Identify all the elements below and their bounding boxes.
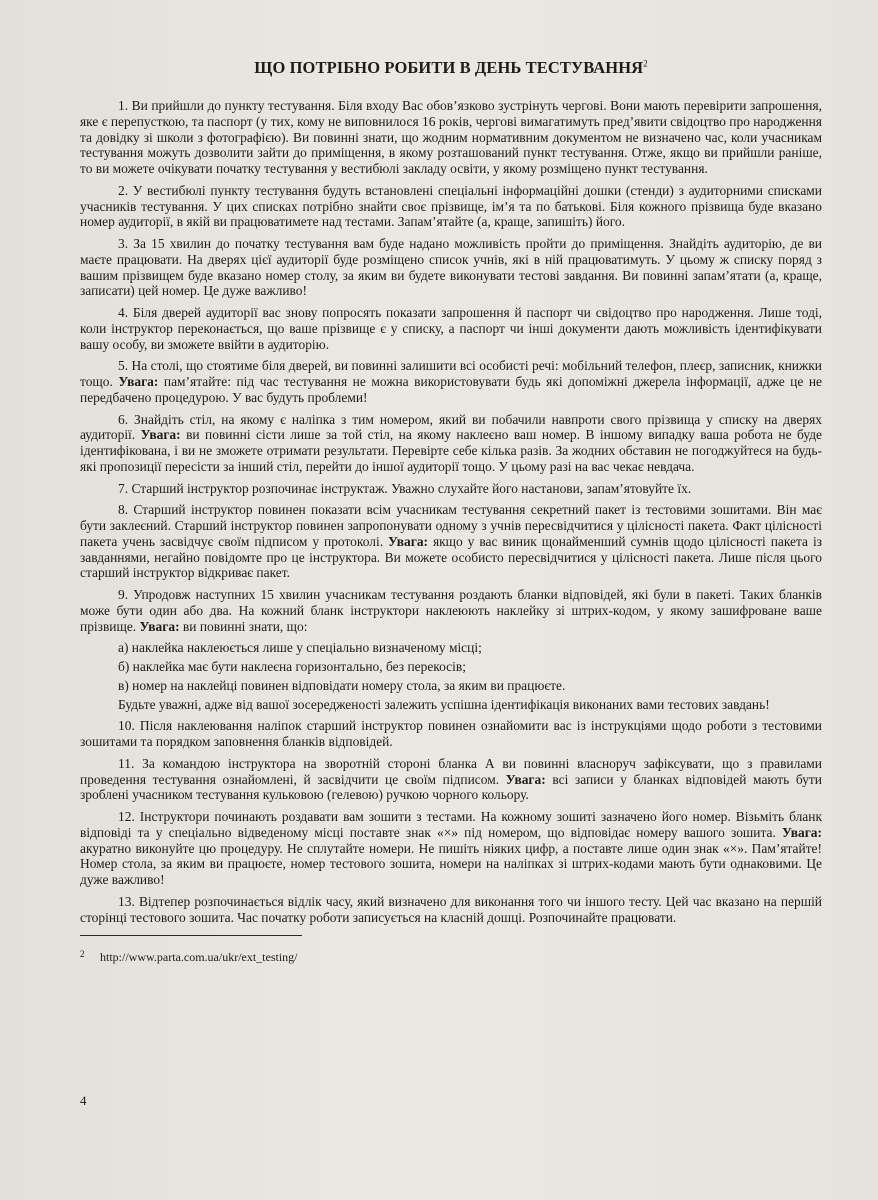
footnote-link[interactable]: http://www.parta.com.ua/ukr/ext_testing/ [100,950,298,965]
paragraph [80,412,822,475]
paragraph [80,809,822,888]
paragraph-text: ви повинні сісти лише за той стіл, на якому наклеєно ваш номер. В іншому випадку ваша робота не буде ідентифікована, і ви не зможете отримати результати. Перевірте себе кілька разів. За жодних обставин не погоджуйтеся на будь-які пропозиції пересісти за інший стіл, перейти до іншої аудиторії тощо. У цьому разі на вас чекає невдача. [80,427,823,474]
paragraph-text: якщо у вас виник щонайменший сумнів щодо цілісності пакета із завданнями, негайно повідомте про це інструктора. Ви можете особисто пересвідчитися у цілісності пакета. Лише після цього старший інструктор відкриває пакет. [80,533,822,581]
paragraph [80,756,822,803]
paragraph [80,481,822,497]
paragraph-text: 11. За командою інструктора на зворотній стороні бланка А ви повинні власноруч зафіксувати, що з правилами проведення тестування ознайомлені, й засвідчити це своїм підписом. [80,755,822,787]
page-title [80,58,822,78]
paragraph-text: а) наклейка наклеюється лише у спеціально визначеному місці; [118,640,482,656]
warning-label: Увага: [781,824,822,840]
paragraph-text: 10. Після наклеювання наліпок старший інструктор повинен ознайомити вас із інструкціями щодо роботи з тестовими зошитами та порядком заповнення бланків відповідей. [80,718,822,749]
warning-label: Увага: [505,771,546,787]
paragraph-text: 2. У вестибюлі пункту тестування будуть встановлені спеціальні інформаційні дошки (стенди) з аудиторними списками учасників тестування. У цих списках потрібно знайти своє прізвище, ім’я та по батькові. Біля кожного прізвища буде вказано номер аудиторії, в якій ви працюватимете над тестами. Запам’ятайте (а, краще, запишіть) його. [80,182,822,230]
paragraph-text: 13. Відтепер розпочинається відлік часу, який визначено для виконання того чи іншого тесту. Цей час вказано на першій сторінці тестового зошита. Час початку роботи записується на класній дошці. Розпочинайте працювати. [80,893,822,925]
paragraph [80,236,822,299]
warning-label: Увага: [140,427,181,443]
paragraph-text: 5. На столі, що стоятиме біля дверей, ви повинні залишити всі особисті речі: мобільний телефон, плеєр, записник, книжки тощо. [80,358,822,389]
list-item [80,659,822,675]
paragraph-text: 9. Упродовж наступних 15 хвилин учасникам тестування роздають бланки відповідей, які були в пакеті. Таких бланків може бути один або два. На кожний бланк інструктори наклеюють наклейку зі штрих-кодом, у якому зашифроване ваше прізвище. [80,587,822,634]
warning-label: Увага: [388,533,429,549]
paragraph [80,587,822,634]
footnote-divider [80,935,302,936]
paragraph-text: 12. Інструктори починають роздавати вам зошити з тестами. На кожному зошиті зазначено його номер. Візьміть бланк відповіді та у спеціально відведеному місці поставте знак «×» під номером, що відповідає номеру вашого зошита. [80,809,822,840]
paragraph-text: 1. Ви прийшли до пункту тестування. Біля входу Вас обов’язково зустрінуть чергові. Вони мають перевірити запрошення, яке є перепусткою, та паспорт (у тих, кому не виповнилося 16 років, чергові вимагатимуть пред’явити свідоцтво про народження та довідку зі школи з фотографією). Ви повинні знати, що жодним нормативним документом не визначено час, коли учасникам тестування можуть дозволити зайти до приміщення, в якому розташований пункт тестування. Отже, якщо ви прийшли раніше, то ви можете очікувати початку тестування у вестибюлі закладу освіти, у якому розміщено пункт тестування. [80,98,822,176]
page-number: 4 [80,1093,87,1108]
paragraph [80,502,822,581]
paragraph-text: в) номер на наклейці повинен відповідати номеру стола, за яким ви працюєте. [118,677,566,693]
paragraph-text: Будьте уважні, адже від вашої зосередженості залежить успішна ідентифікація виконаних вами тестових завдань! [118,696,770,712]
paragraph-text: акуратно виконуйте цю процедуру. Не сплутайте номери. Не пишіть ніяких цифр, а поставте лише один знак «×». Пам’ятайте! Номер стола, за яким ви працюєте, номер тестового зошита, номери на наліпках зі штрих-кодами мають бути однаковими. Це дуже важливо! [80,840,822,887]
warning-label: Увага: [118,374,159,389]
list-item [80,678,822,694]
footnote [80,950,822,964]
page-content [80,58,822,964]
body-text [80,98,822,925]
paragraph-text: 7. Старший інструктор розпочинає інструктаж. Уважно слухайте його настанови, запам’ятовуйте їх. [118,480,692,496]
paragraph [80,894,822,926]
title-footnote-mark: 2 [643,58,648,69]
paragraph [80,305,822,352]
paragraph-text: всі записи у бланках відповідей мають бути зроблені учасником тестування кульковою (гелевою) ручкою чорного кольору. [80,771,822,803]
paragraph-text: 8. Старший інструктор повинен показати всім учасникам тестування секретний пакет із тестовими зошитами. Він має бути заклеєний. Старший інструктор повинен запропонувати одному з учнів пересвідчитися у цілісності пакета. Факт цілісності пакета учень засвідчує своїм підписом у протоколі. [80,502,822,549]
paragraph-text: 4. Біля дверей аудиторії вас знову попросять показати запрошення й паспорт чи свідоцтво про народження. Лише тоді, коли інструктор переконається, що ваше прізвище є у списку, а паспорт чи інші документи дають можливість ідентифікувати вашу особу, ви зможете ввійти в аудиторію. [80,305,822,352]
paragraph [80,183,822,230]
paragraph [80,697,822,713]
paragraph-text: 6. Знайдіть стіл, на якому є наліпка з тим номером, який ви побачили навпроти свого прізвища у списку на дверях аудиторії. [80,411,822,443]
paragraph-text: 3. За 15 хвилин до початку тестування вам буде надано можливість пройти до приміщення. Знайдіть аудиторію, де ви маєте працювати. На дверях цієї аудиторії буде розміщено список учнів, які в ній працюватимуть. У цьому ж списку поряд з вашим прізвищем буде вказано номер столу, за яким ви будете виконувати тестові завдання. Ви повинні запам’ятати (а, краще, записати) цей номер. Це дуже важливо! [80,236,822,299]
paragraph-text: б) наклейка має бути наклеєна горизонтально, без перекосів; [118,659,466,674]
paragraph [80,358,822,405]
paragraph-text: ви повинні знати, що: [179,618,308,634]
list-item [80,640,822,656]
paragraph [80,718,822,750]
footnote-mark: 2 [80,949,85,960]
warning-label: Увага: [139,618,180,634]
paragraph-text: пам’ятайте: під час тестування не можна використовувати будь які допоміжні джерела інформації, адже це не передбачено процедурою. У вас будуть проблеми! [80,374,822,405]
paragraph [80,98,822,177]
page-title-text: ЩО ПОТРІБНО РОБИТИ В ДЕНЬ ТЕСТУВАННЯ [254,58,644,77]
